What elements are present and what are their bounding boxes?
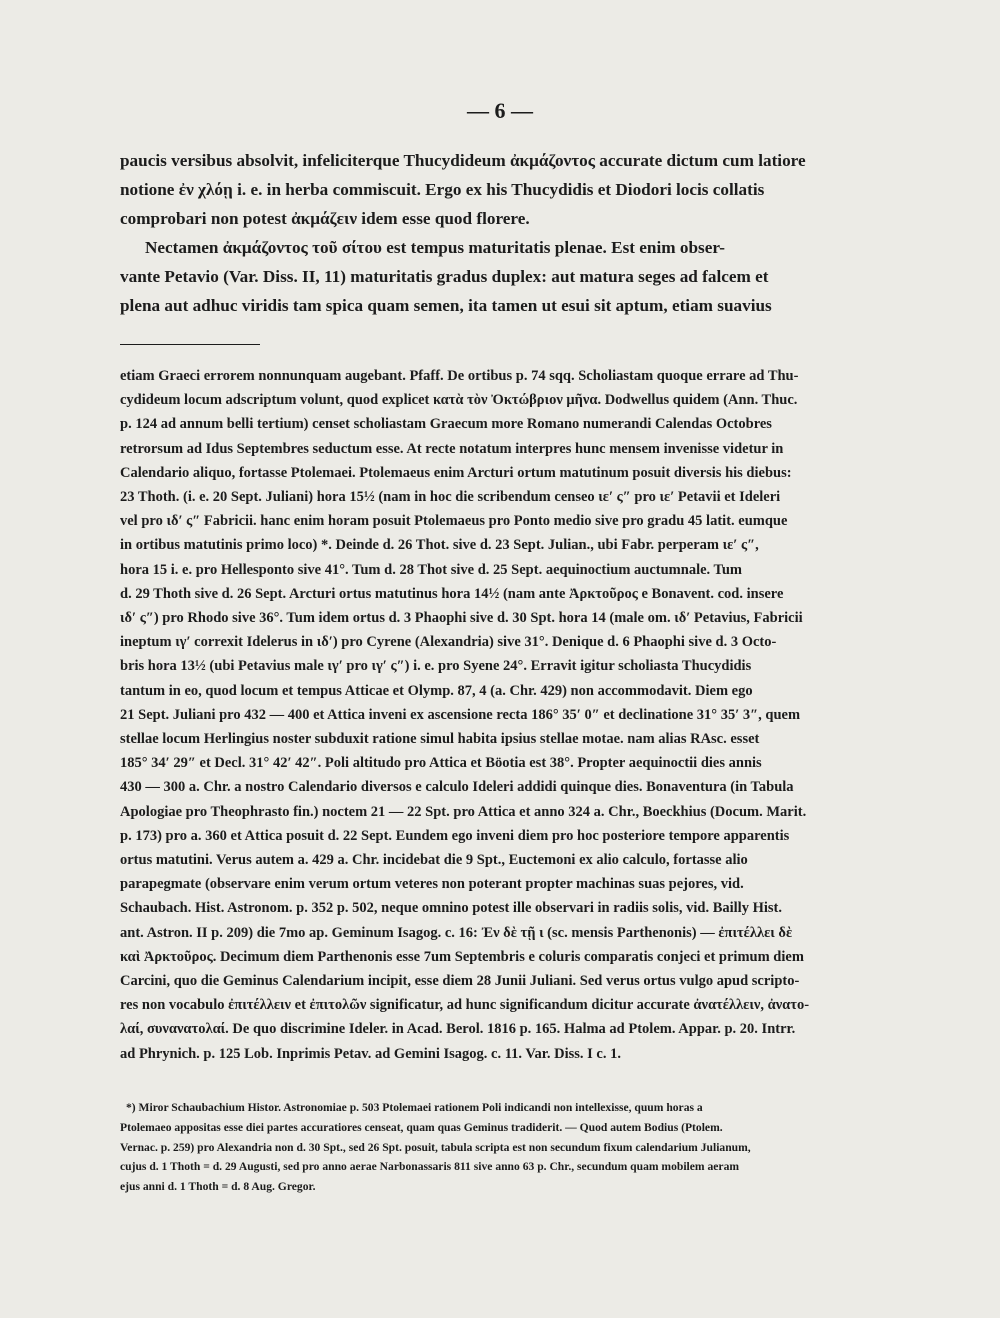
footnote-line: 23 Thoth. (i. e. 20 Sept. Juliani) hora 15½ (nam in hoc die scribendum censeo ιε′ ς″ pro ιε′ Petavii et Ideleri: [120, 489, 781, 506]
footnote-line: Carcini, quo die Geminus Calendarium incipit, esse diem 28 Junii Juliani. Sed verus ortus vulgo apud scripto-: [120, 973, 800, 990]
footnote-line: p. 173) pro a. 360 et Attica posuit d. 22 Sept. Eundem ego inveni diem pro hoc posteriore tempore apparentis: [120, 827, 790, 844]
footnote-line: ortus matutini. Verus autem a. 429 a. Chr. incidebat die 9 Spt., Euctemoni ex alio calculo, fortasse alio: [120, 852, 748, 869]
footnote-line: ant. Astron. II p. 209) die 7mo ap. Geminum Isagog. c. 16: Ἐν δὲ τῇ ι (sc. mensis Parthenonis) — ἐπιτέλλει δὲ: [120, 924, 793, 941]
footnote-line: καὶ Ἀρκτοῦρος. Decimum diem Parthenonis esse 7um Septembris e coluris comparatis conjeci et primum diem: [120, 948, 804, 965]
main-text: [120, 146, 962, 320]
main-line: Nectamen ἀκμάζοντος τοῦ σίτου est tempus maturitatis plenae. Est enim obser-: [145, 238, 726, 257]
footnote-line: etiam Graeci errorem nonnunquam augebant. Pfaff. De ortibus p. 74 sqq. Scholiastam quoque errare ad Thu-: [120, 368, 799, 384]
main-line: comprobari non potest ἀκμάζειν idem esse quod florere.: [120, 209, 530, 228]
footnote-line: 430 — 300 a. Chr. a nostro Calendario diversos e calculo Ideleri addidi quinque dies. Bonaventura (in Tabula: [120, 779, 794, 796]
footnote-line: Schaubach. Hist. Astronom. p. 352 p. 502, neque omnino potest ille observari in radiis solis, vid. Bailly Hist.: [120, 900, 782, 917]
footnote-line: parapegmate (observare enim verum ortum veteres non poterant propter machinas suas pejores, vid.: [120, 876, 744, 893]
footnote-line: ad Phrynich. p. 125 Lob. Inprimis Petav. ad Gemini Isagog. c. 11. Var. Diss. I c. 1.: [120, 1045, 621, 1062]
sub-footnote-line: Ptolemaeo appositas esse diei partes accuratiores censeat, quam quas Geminus tradiderit. — Quod autem Bodius (Ptolem.: [120, 1120, 723, 1134]
footnote-line: cydideum locum adscriptum volunt, quod explicet κατὰ τὸν Ὀκτώβριον μῆνα. Dodwellus quidem (Ann. Thuc.: [120, 392, 798, 409]
footnote-line: λαί, συνανατολαί. De quo discrimine Ideler. in Acad. Berol. 1816 p. 165. Halma ad Ptolem. Appar. p. 20. Intrr.: [120, 1021, 796, 1038]
footnote-line: p. 124 ad annum belli tertium) censet scholiastam Graecum more Romano numerandi Calendas Octobres: [120, 416, 772, 433]
main-line: notione ἐν χλόῃ i. e. in herba commiscuit. Ergo ex his Thucydidis et Diodori locis collatis: [120, 180, 765, 199]
footnote-line: in ortibus matutinis primo loco) *. Deinde d. 26 Thot. sive d. 23 Sept. Julian., ubi Fabr. perperam ιε′ ς″,: [120, 537, 759, 554]
page-number: — 6 —: [467, 98, 533, 123]
footnote-line: vel pro ιδ′ ς″ Fabricii. hanc enim horam posuit Ptolemaeus pro Ponto medio sive pro gradu 45 latit. eumque: [120, 513, 788, 530]
footnote-line: bris hora 13½ (ubi Petavius male ιγ′ pro ιγ′ ς″) i. e. pro Syene 24°. Erravit igitur scholiasta Thucydidis: [120, 658, 752, 675]
footnote-line: hora 15 i. e. pro Hellesponto sive 41°. Tum d. 28 Thot sive d. 25 Sept. aequinoctium auctumnale. Tum: [120, 561, 743, 578]
footnote-line: ιδ′ ς″) pro Rhodo sive 36°. Tum idem ortus d. 3 Phaophi sive d. 30 Spt. hora 14 (male om. ιδ′ Petavius, Fabricii: [120, 610, 803, 627]
footnote-line: ineptum ιγ′ correxit Idelerus in ιδ′) pro Cyrene (Alexandria) sive 31°. Denique d. 6 Phaophi sive d. 3 Octo-: [120, 634, 777, 651]
footnote-separator: [120, 344, 260, 345]
footnote: [120, 364, 962, 1066]
sub-footnote-line: ejus anni d. 1 Thoth = d. 8 Aug. Gregor.: [120, 1180, 316, 1194]
footnote-line: res non vocabulo ἐπιτέλλειν et ἐπιτολῶν significatur, ad hunc significandum dicitur accurate ἀνατέλλειν, ἀνατο-: [120, 997, 810, 1014]
sub-footnote: [120, 1098, 962, 1197]
footnote-line: 21 Sept. Juliani pro 432 — 400 et Attica inveni ex ascensione recta 186° 35′ 0″ et declinatione 31° 35′ 3″, quem: [120, 706, 801, 723]
footnote-line: d. 29 Thoth sive d. 26 Sept. Arcturi ortus matutinus hora 14½ (nam ante Ἀρκτοῦρος e Bonavent. cod. insere: [120, 585, 784, 602]
main-line: plena aut adhuc viridis tam spica quam semen, ita tamen ut esui sit aptum, etiam suavius: [120, 296, 772, 315]
sub-footnote-line: *) Miror Schaubachium Histor. Astronomiae p. 503 Ptolemaei rationem Poli indicandi non intellexisse, quum horas a: [126, 1101, 703, 1114]
footnote-line: tantum in eo, quod locum et tempus Atticae et Olymp. 87, 4 (a. Chr. 429) non accommodavit. Diem ego: [120, 682, 753, 699]
main-line: vante Petavio (Var. Diss. II, 11) maturitatis gradus duplex: aut matura seges ad falcem et: [120, 267, 769, 286]
footnote-line: Calendario aliquo, fortasse Ptolemaei. Ptolemaeus enim Arcturi ortum matutinum posuit diversis his diebus:: [120, 464, 792, 481]
footnote-line: stellae locum Herlingius noster subduxit ratione simul habita ipsius stellae motae. nam alias RAsc. esset: [120, 731, 760, 748]
footnote-line: Apologiae pro Theophrasto fin.) noctem 21 — 22 Spt. pro Attica et anno 324 a. Chr., Boeckhius (Docum. Marit.: [120, 803, 807, 820]
sub-footnote-line: Vernac. p. 259) pro Alexandria non d. 30 Spt., sed 26 Spt. posuit, tabula scripta est non secundum fixum calendarium Julianum,: [120, 1140, 751, 1154]
footnote-line: retrorsum ad Idus Septembres seductum esse. At recte notatum interpres hunc mensem invenisse videtur in: [120, 440, 784, 457]
footnote-line: 185° 34′ 29″ et Decl. 31° 42′ 42″. Poli altitudo pro Attica et Böotia est 38°. Propter aequinoctii dies annis: [120, 755, 762, 772]
sub-footnote-line: cujus d. 1 Thoth = d. 29 Augusti, sed pro anno aerae Narbonassaris 811 sive anno 63 p. Chr., secundum quam mobilem aeram: [120, 1160, 740, 1174]
main-line: paucis versibus absolvit, infeliciterque Thucydideum ἀκμάζοντος accurate dictum cum latiore: [120, 151, 806, 170]
